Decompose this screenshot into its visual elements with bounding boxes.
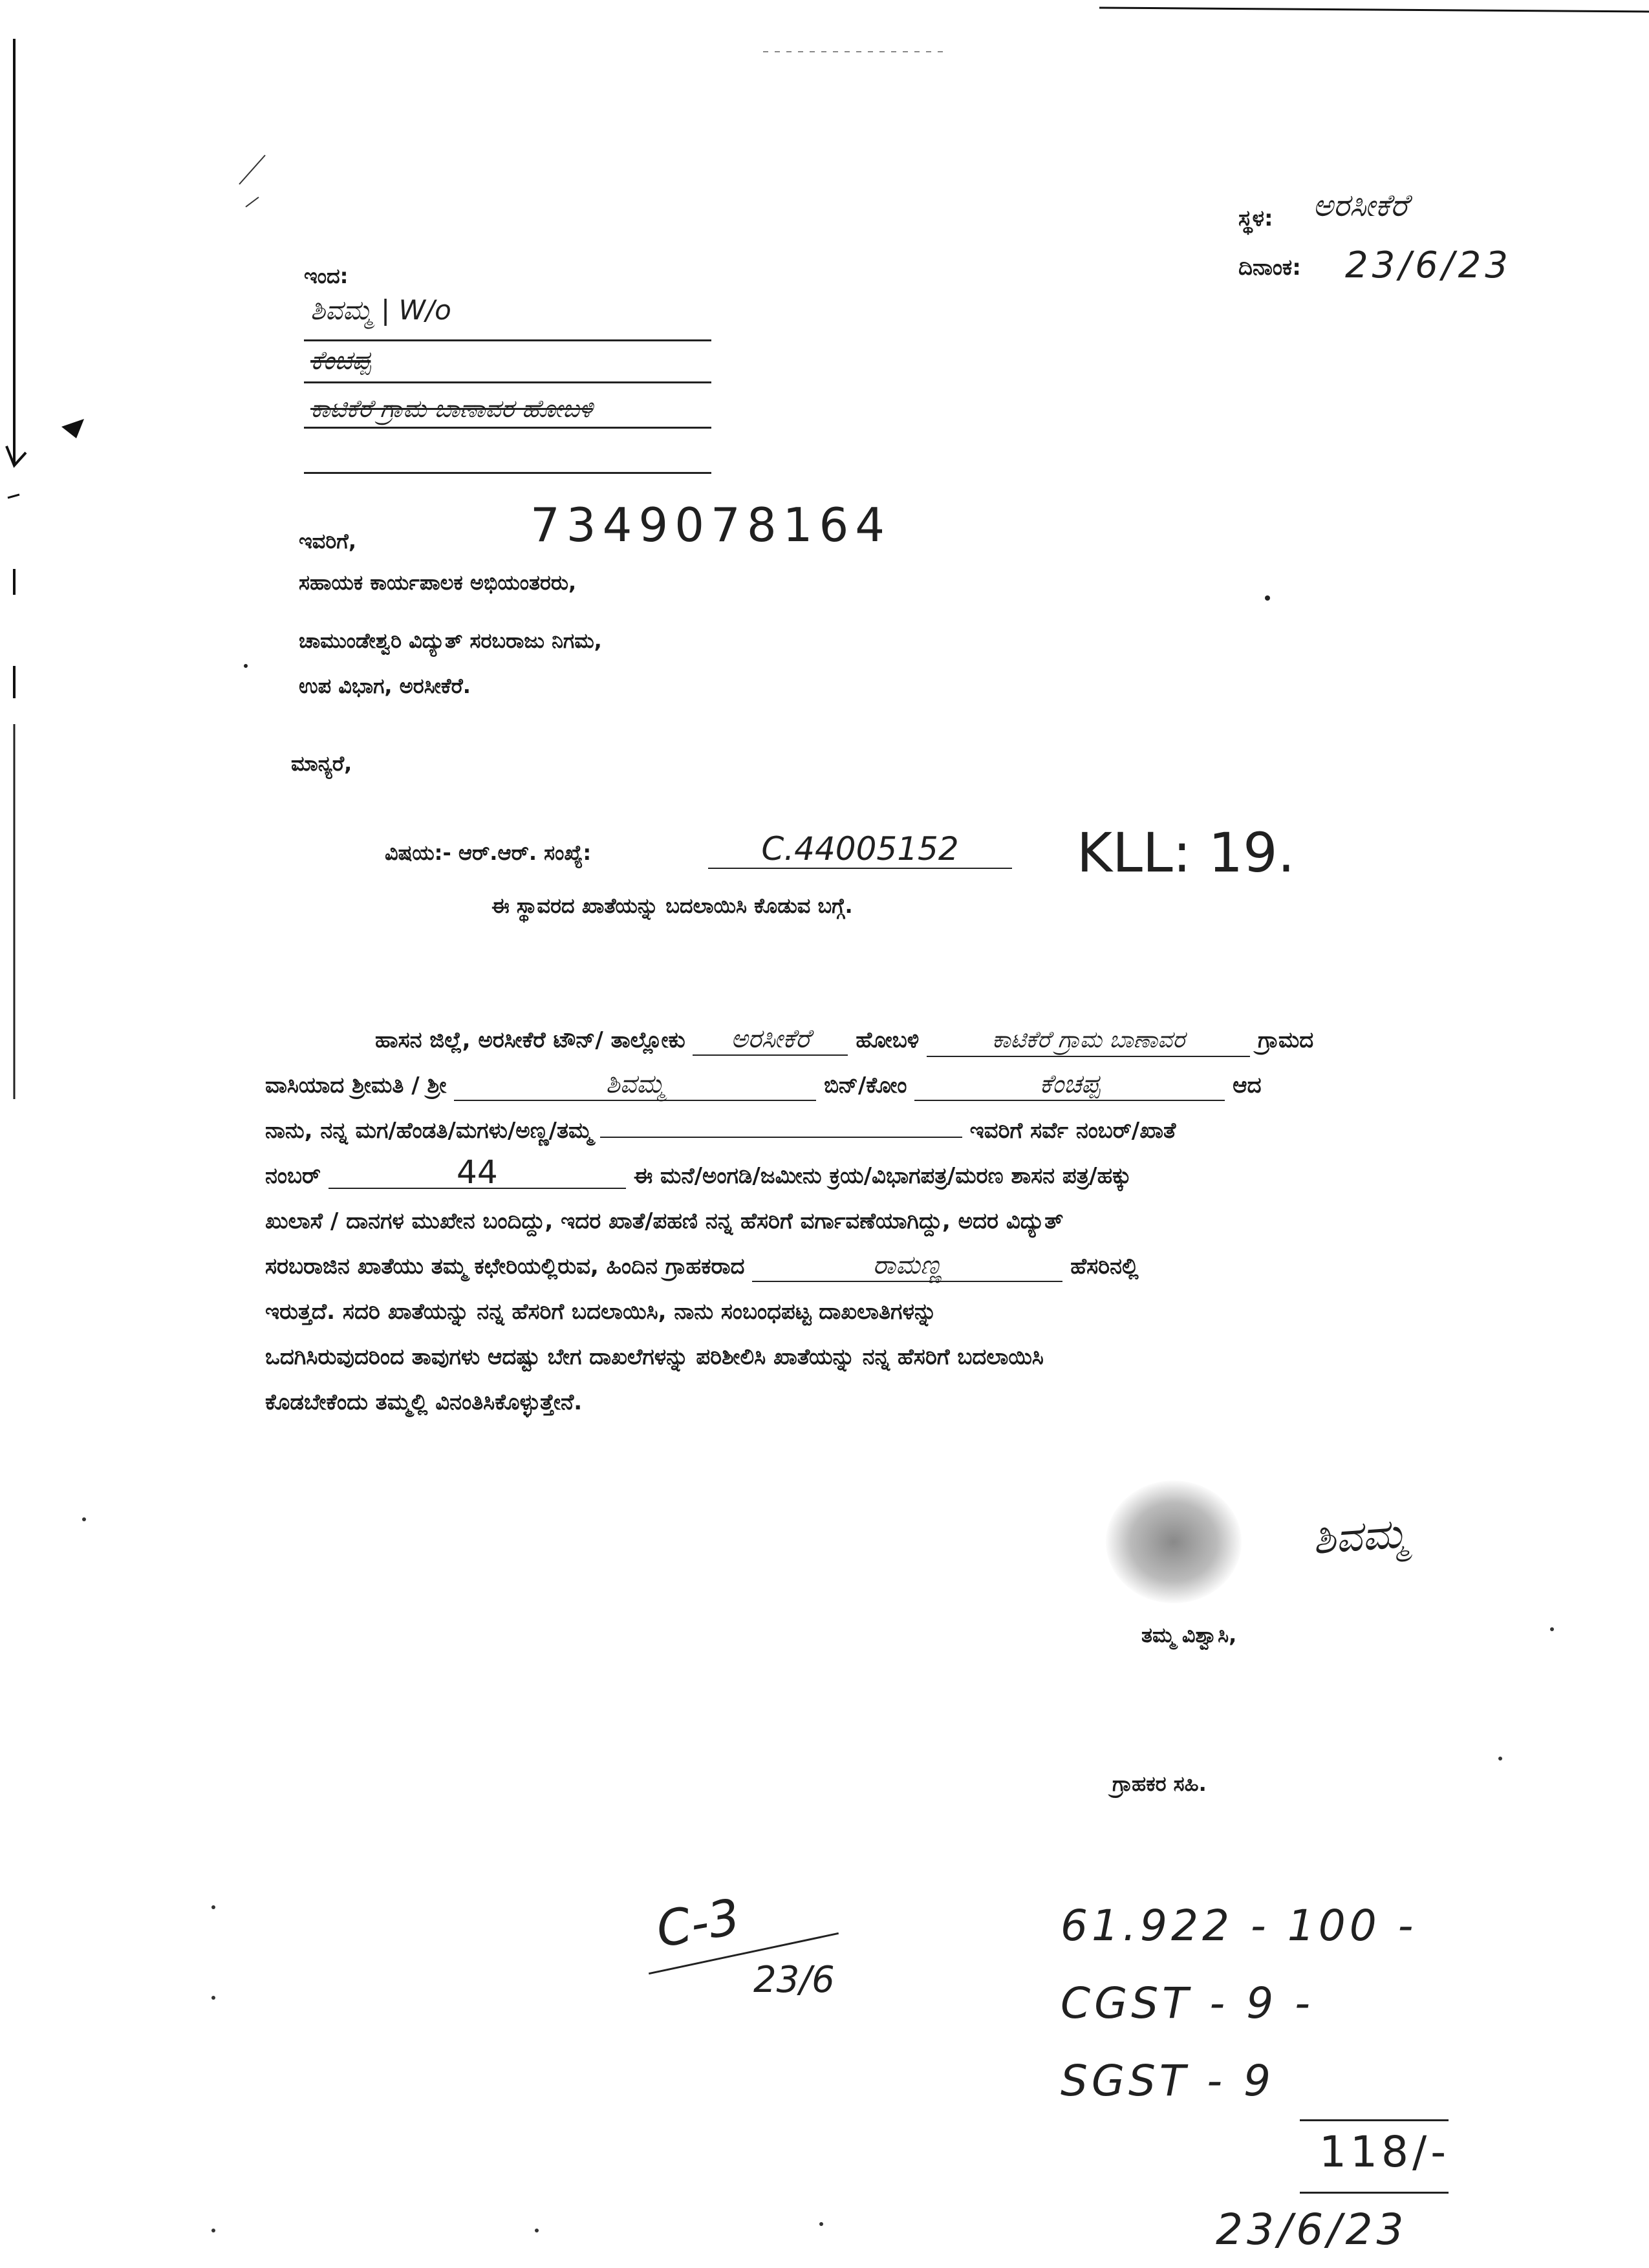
body-line-1 — [265, 1018, 1494, 1063]
body-text-4b: ಈ ಮನೆ/ಅಂಗಡಿ/ಜಮೀನು ಕ್ರಯ/ವಿಭಾಗಪತ್ರ/ಮರಣ ಶಾಸನ ಪತ್ರ/ಹಕ್ಕು — [633, 1163, 1132, 1189]
body-text-2b: ಬಿನ್/ಕೋಂ — [824, 1073, 907, 1098]
calc-total: 118/- — [1319, 2127, 1450, 2177]
body-line-5: ಖುಲಾಸೆ / ದಾನಗಳ ಮುಖೇನ ಬಂದಿದ್ದು, ಇದರ ಖಾತೆ/ಪಹಣಿ ನನ್ನ ಹೆಸರಿಗೆ ವರ್ಗಾವಣೆಯಾಗಿದ್ದು, ಅದರ ವಿದ್ಯುತ್ — [265, 1208, 1064, 1234]
to-label: ಇವರಿಗೆ, — [299, 529, 356, 553]
date-value: 23/6/23 — [1345, 244, 1512, 286]
from-rule-3 — [304, 427, 711, 429]
subject-line-2: ಈ ಸ್ಥಾವರದ ಖಾತೆಯನ್ನು ಬದಲಾಯಿಸಿ ಕೊಡುವ ಬಗ್ಗೆ. — [491, 893, 853, 918]
body-line-4 — [265, 1154, 1494, 1199]
from-line-1: ಶಿವಮ್ಮ | W/o — [310, 294, 451, 326]
body-text-1b: ಹೋಬಳಿ — [856, 1027, 920, 1053]
body-line-3 — [265, 1109, 1494, 1153]
place-value: ಅರಸೀಕೆರೆ — [1313, 187, 1408, 224]
body-text-6b: ಹೆಸರಿನಲ್ಲಿ — [1070, 1254, 1139, 1279]
from-label: ಇಂದ: — [304, 264, 349, 288]
from-line-2: ಕೆಂಚಪ್ಪ — [310, 346, 371, 376]
hobli-field: ಕಾಟಿಕೆರೆ ಗ್ರಾಮ ಬಾಣಾವರ — [927, 1025, 1250, 1057]
date-label: ದಿನಾಂಕ: — [1238, 255, 1301, 281]
khata-field: 44 — [329, 1157, 626, 1189]
to-line-3: ಉಪ ವಿಭಾಗ, ಅರಸೀಕೆರೆ. — [299, 674, 471, 698]
body-line-2 — [265, 1064, 1494, 1108]
body-line-6 — [265, 1245, 1494, 1289]
note-c3: C-3 — [652, 1887, 744, 1959]
place-label: ಸ್ಥಳ: — [1238, 206, 1273, 231]
calc-date: 23/6/23 — [1216, 2205, 1408, 2254]
thumbprint-icon — [1106, 1481, 1242, 1603]
body-text-1a: ಹಾಸನ ಜಿಲ್ಲೆ, ಅರಸೀಕೆರೆ ಟೌನ್/ ತಾಲ್ಲೋಕು — [375, 1027, 685, 1053]
kll-number: KLL: 19. — [1077, 821, 1295, 884]
relation-field — [600, 1137, 962, 1138]
from-rule-2 — [304, 381, 711, 383]
body-text-2a: ವಾಸಿಯಾದ ಶ್ರೀಮತಿ / ಶ್ರೀ — [265, 1073, 447, 1098]
body-text-3a: ನಾನು, ನನ್ನ ಮಗ/ಹೆಂಡತಿ/ಮಗಳು/ಅಣ್ಣ/ತಮ್ಮ — [265, 1118, 592, 1144]
from-line-3: ಕಾಟಿಕೆರೆ ಗ್ರಾಮ ಬಾಣಾವರ ಹೋಬಳಿ — [310, 394, 593, 423]
note-date: 23/6 — [753, 1959, 835, 2001]
calc-line-1: 61.922 - 100 - — [1061, 1901, 1417, 1951]
signature: ಶಿವಮ್ಮ — [1311, 1510, 1409, 1564]
body-text-6a: ಸರಬರಾಜಿನ ಖಾತೆಯು ತಮ್ಮ ಕಛೇರಿಯಲ್ಲಿರುವ, ಹಿಂದಿನ ಗ್ರಾಹಕರಾದ — [265, 1254, 745, 1279]
name-field: ಶಿವಮ್ಮ — [454, 1069, 816, 1101]
closing: ತಮ್ಮ ವಿಶ್ವಾಸಿ, — [1141, 1623, 1237, 1647]
from-rule-1 — [304, 339, 711, 341]
body-line-9: ಕೊಡಬೇಕೆಂದು ತಮ್ಮಲ್ಲಿ ವಿನಂತಿಸಿಕೊಳ್ಳುತ್ತೇನೆ. — [265, 1389, 583, 1415]
calc-rule — [1300, 2119, 1449, 2121]
subject-label: ವಿಷಯ:- ಆರ್.ಆರ್. ಸಂಖ್ಯೆ: — [385, 840, 592, 865]
from-rule-4 — [304, 472, 711, 474]
body-text-1c: ಗ್ರಾಮದ — [1257, 1027, 1314, 1053]
phone-number: 7349078164 — [530, 498, 892, 552]
body-text-2c: ಆದ — [1233, 1073, 1262, 1098]
body-line-7: ಇರುತ್ತದೆ. ಸದರಿ ಖಾತೆಯನ್ನು ನನ್ನ ಹೆಸರಿಗೆ ಬದಲಾಯಿಸಿ, ನಾನು ಸಂಬಂಧಪಟ್ಟ ದಾಖಲಾತಿಗಳನ್ನು — [265, 1299, 937, 1325]
calc-line-3: SGST - 9 — [1061, 2056, 1275, 2106]
to-line-2: ಚಾಮುಂಡೇಶ್ವರಿ ವಿದ್ಯುತ್ ಸರಬರಾಜು ನಿಗಮ, — [299, 628, 602, 653]
husband-field: ಕೆಂಚಪ್ಪ — [914, 1069, 1225, 1101]
body-line-8: ಒದಗಿಸಿರುವುದರಿಂದ ತಾವುಗಳು ಆದಷ್ಟು ಬೇಗ ದಾಖಲೆಗಳನ್ನು ಪರಿಶೀಲಿಸಿ ಖಾತೆಯನ್ನು ನನ್ನ ಹೆಸರಿಗೆ ಬದಲಾಯಿಸಿ — [265, 1344, 1044, 1370]
body-text-3b: ಇವರಿಗೆ ಸರ್ವೆ ನಂಬರ್/ಖಾತೆ — [969, 1118, 1176, 1144]
to-line-1: ಸಹಾಯಕ ಕಾರ್ಯಪಾಲಕ ಅಭಿಯಂತರರು, — [299, 570, 577, 595]
salutation: ಮಾನ್ಯರೆ, — [291, 751, 352, 776]
calc-rule-2 — [1300, 2192, 1449, 2194]
taluk-field: ಅರಸೀಕೆರೆ — [693, 1023, 848, 1056]
calc-line-2: CGST - 9 - — [1061, 1978, 1314, 2028]
body-text-4a: ನಂಬರ್ — [265, 1163, 321, 1189]
previous-consumer-field: ರಾಮಣ್ಣ — [752, 1250, 1062, 1282]
customer-signature-label: ಗ್ರಾಹಕರ ಸಹಿ. — [1112, 1771, 1207, 1796]
rr-number: C.44005152 — [708, 830, 1012, 869]
